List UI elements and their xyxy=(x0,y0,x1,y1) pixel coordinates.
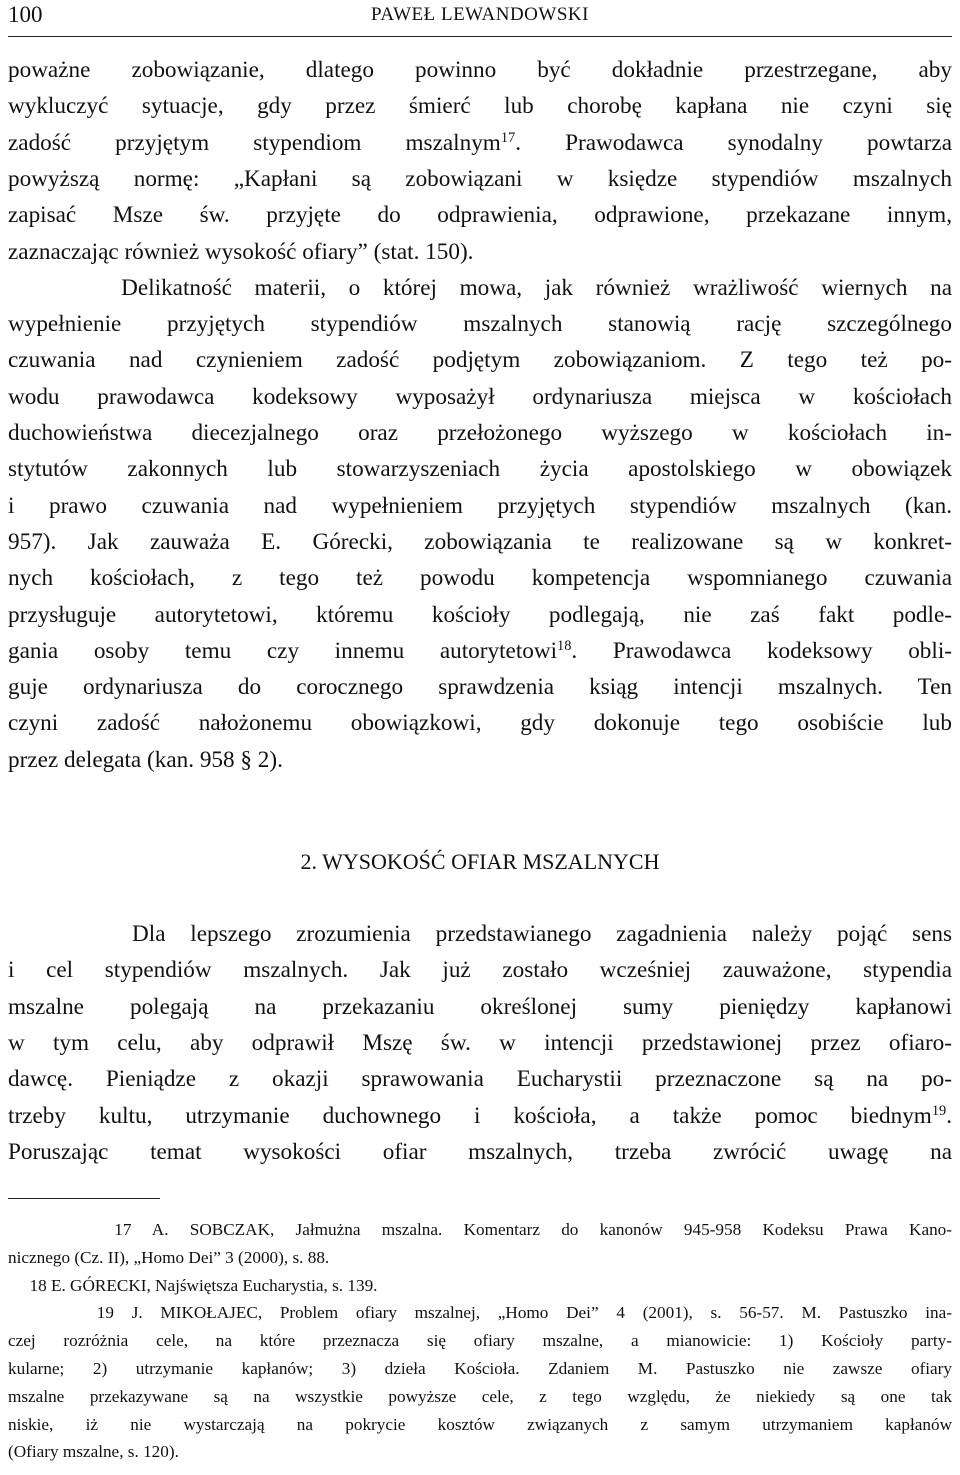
footnote-line: kularne; 2) utrzymanie kapłanów; 3) dzieła Kościoła. Zdaniem M. Pastuszko nie zawsze ofiary xyxy=(8,1359,952,1378)
page-number: 100 xyxy=(8,2,43,27)
body-line: Poruszając temat wysokości ofiar mszalnych, trzeba zwrócić uwagę na xyxy=(8,1138,952,1165)
footnote-line: 17 A. SOBCZAK, Jałmużna mszalna. Komentarz do kanonów 945-958 Kodeksu Prawa Kano- xyxy=(8,1220,952,1239)
body-line: czyni zadość nałożonemu obowiązkowi, gdy dokonuje tego osobiście lub xyxy=(8,710,952,737)
section-title: 2. WYSOKOŚĆ OFIAR MSZALNYCH xyxy=(300,849,660,874)
body-line: Delikatność materii, o której mowa, jak również wrażliwość wiernych na xyxy=(8,274,952,301)
footnote-reference: 18 xyxy=(557,637,572,654)
body-line: w tym celu, aby odprawił Mszę św. w intencji przedstawionej przez ofiaro- xyxy=(8,1029,952,1056)
footnote-line: mszalne przekazywane są na wszystkie powyższe cele, z tego względu, że niekiedy są one tak xyxy=(8,1386,952,1406)
footnote-line: nicznego (Cz. II), „Homo Dei” 3 (2000), s. 88. xyxy=(8,1247,330,1267)
footnote-line: 18 E. GÓRECKI, Najświętsza Eucharystia, s. 139. xyxy=(8,1275,378,1295)
body-line: przysługuje autorytetowi, któremu kościoły podlegają, nie zaś fakt podle- xyxy=(8,601,952,628)
footnote-line: niskie, iż nie wystarczają na pokrycie kosztów związanych z samym utrzymaniem kapłanów xyxy=(8,1414,952,1434)
body-line: czuwania nad czynieniem zadość podjętym zobowiązaniom. Z tego też po- xyxy=(8,347,952,374)
body-line: zaznaczając również wysokość ofiary” (stat. 150). xyxy=(8,238,474,265)
body-line: zapisać Msze św. przyjęte do odprawienia, odprawione, przekazane innym, xyxy=(8,202,952,229)
body-line: i prawo czuwania nad wypełnieniem przyjętych stypendiów mszalnych (kan. xyxy=(8,492,952,519)
body-line: powyższą normę: „Kapłani są zobowiązani w księdze stypendiów mszalnych xyxy=(8,165,952,192)
body-line: wodu prawodawca kodeksowy wyposażył ordynariusza miejsca w kościołach xyxy=(8,383,952,410)
footnote-line: 19 J. MIKOŁAJEC, Problem ofiary mszalnej, „Homo Dei” 4 (2001), s. 56-57. M. Pastuszko ina- xyxy=(8,1303,952,1323)
body-line: nych kościołach, z tego też powodu kompetencja wspomnianego czuwania xyxy=(8,565,952,592)
body-line: mszalne polegają na przekazaniu określonej sumy pieniędzy kapłanowi xyxy=(8,993,952,1020)
page-header xyxy=(8,0,952,37)
body-line: i cel stypendiów mszalnych. Jak już zostało wcześniej zauważone, stypendia xyxy=(8,957,952,984)
body-line: trzeby kultu, utrzymanie duchownego i kościoła, a także pomoc biednym$^{19}$. xyxy=(8,1102,952,1129)
body-line: zadość przyjętym stypendiom mszalnym$^{17}$. Prawodawca synodalny powtarza xyxy=(8,129,952,156)
footnote-line: czej rozróżnia cele, na które przeznacza się ofiary mszalne, a mianowicie: 1) Kościoły party- xyxy=(8,1331,952,1351)
body-line: poważne zobowiązanie, dlatego powinno być dokładnie przestrzegane, aby xyxy=(8,57,952,83)
body-line: wykluczyć sytuacje, gdy przez śmierć lub chorobę kapłana nie czyni się xyxy=(8,93,952,120)
body-line: przez delegata (kan. 958 § 2). xyxy=(8,746,283,773)
footnote-reference: 19 xyxy=(931,1102,947,1119)
footnote-line: (Ofiary mszalne, s. 120). xyxy=(8,1442,179,1462)
body-line: 957). Jak zauważa E. Górecki, zobowiązania te realizowane są w konkret- xyxy=(8,528,952,555)
body-line: wypełnienie przyjętych stypendiów mszalnych stanowią rację szczególnego xyxy=(8,311,952,338)
footnote-rule xyxy=(8,1198,160,1199)
body-line: Dla lepszego zrozumienia przedstawianego zagadnienia należy pojąć sens xyxy=(8,921,952,947)
body-line: stytutów zakonnych lub stowarzyszeniach życia apostolskiego w obowiązek xyxy=(8,456,952,483)
footnote-reference: 17 xyxy=(500,129,516,146)
body-line: dawcę. Pieniądze z okazji sprawowania Eucharystii przeznaczone są na po- xyxy=(8,1066,952,1093)
body-line: duchowieństwa diecezjalnego oraz przełożonego wyższego w kościołach in- xyxy=(8,420,952,446)
running-head: PAWEŁ LEWANDOWSKI xyxy=(371,4,589,25)
body-line: gania osoby temu czy innemu autorytetowi$^{18}$. Prawodawca kodeksowy obli- xyxy=(8,637,952,664)
body-line: guje ordynariusza do corocznego sprawdzenia ksiąg intencji mszalnych. Ten xyxy=(8,674,952,701)
